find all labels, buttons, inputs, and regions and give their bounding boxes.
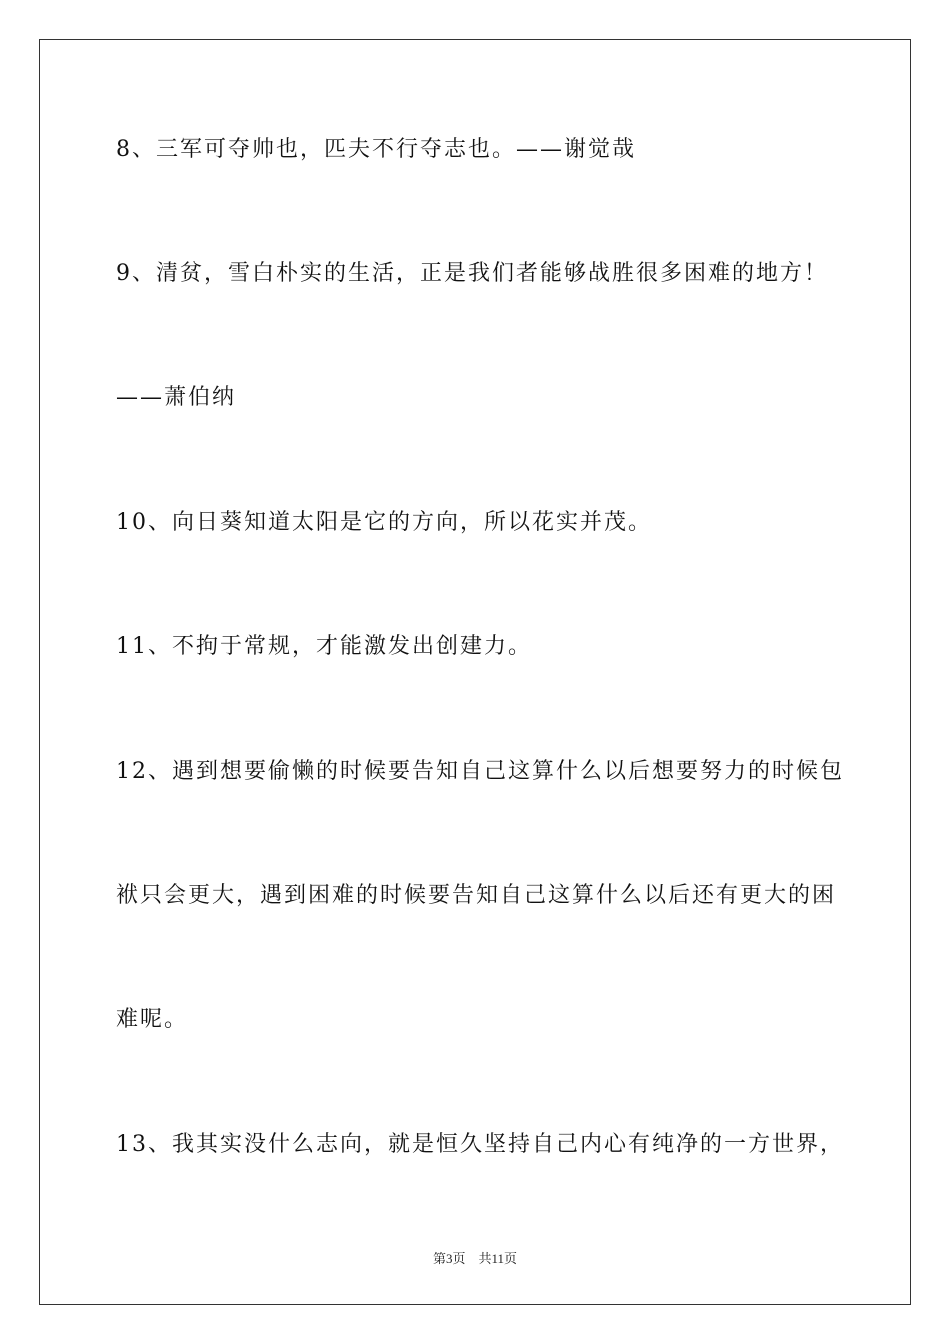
quote-line-12-cont: 袱只会更大，遇到困难的时候要告知自己这算什么以后还有更大的困: [116, 883, 837, 908]
quote-line-12: 12、遇到想要偷懒的时候要告知自己这算什么以后想要努力的时候包: [116, 759, 844, 784]
quote-line-9: 9、清贫，雪白朴实的生活，正是我们者能够战胜很多困难的地方！: [116, 261, 828, 286]
quote-line-11: 11、不拘于常规，才能激发出创建力。: [116, 634, 532, 659]
quote-line-9-author: ——萧伯纳: [116, 385, 237, 410]
quote-line-12-end: 难呢。: [116, 1007, 189, 1032]
page-footer: 第3页 共11页: [432, 1251, 518, 1266]
quote-line-8: 8、三军可夺帅也，匹夫不行夺志也。——谢觉哉: [116, 137, 636, 162]
quote-line-13: 13、我其实没什么志向，就是恒久坚持自己内心有纯净的一方世界，: [116, 1132, 844, 1157]
quote-line-10: 10、向日葵知道太阳是它的方向，所以花实并茂。: [116, 510, 652, 535]
page-border: [39, 39, 911, 1305]
